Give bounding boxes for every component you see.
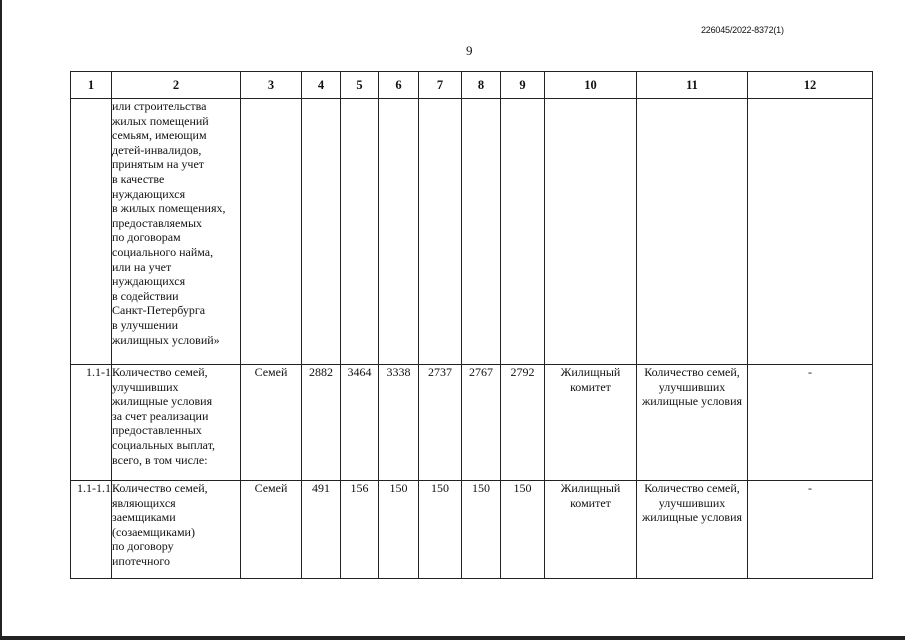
column-header: 4 <box>302 72 341 99</box>
column-header: 2 <box>112 72 241 99</box>
table-cell <box>302 99 341 365</box>
table-cell <box>501 99 545 365</box>
column-header: 11 <box>637 72 748 99</box>
row-unit: Семей <box>241 365 302 481</box>
value-cell: 150 <box>379 481 419 579</box>
table-row <box>71 481 873 579</box>
column-header: 8 <box>462 72 501 99</box>
row-name: Количество семей, улучшивших жилищные условия за счет реализации предоставленных социальных выплат, всего, в том числе: <box>112 365 241 481</box>
table-header-row <box>71 72 873 99</box>
row-id: 1.1-1 <box>71 365 112 481</box>
table-cell <box>637 99 748 365</box>
value-cell: 150 <box>462 481 501 579</box>
row-indicator: Количество семей, улучшивших жилищные условия <box>637 481 748 579</box>
document-id: 226045/2022-8372(1) <box>701 25 784 35</box>
row-note: - <box>748 481 873 579</box>
value-cell: 2737 <box>419 365 462 481</box>
column-header: 5 <box>341 72 379 99</box>
table-cell <box>545 99 637 365</box>
value-cell: 2792 <box>501 365 545 481</box>
row-executor: Жилищный комитет <box>545 481 637 579</box>
program-table <box>70 71 873 579</box>
table-cell <box>341 99 379 365</box>
page-number: 9 <box>466 43 473 58</box>
table-cell <box>379 99 419 365</box>
table-row-continuation <box>71 99 873 365</box>
row-name: Количество семей, являющихся заемщиками (созаемщиками) по договору ипотечного <box>112 481 241 579</box>
row-indicator: Количество семей, улучшивших жилищные условия <box>637 365 748 481</box>
value-cell: 3464 <box>341 365 379 481</box>
row-note: - <box>748 365 873 481</box>
value-cell: 2882 <box>302 365 341 481</box>
column-header: 7 <box>419 72 462 99</box>
column-header: 6 <box>379 72 419 99</box>
table-cell <box>462 99 501 365</box>
scan-bottom-edge <box>0 636 905 640</box>
value-cell: 491 <box>302 481 341 579</box>
value-cell: 150 <box>501 481 545 579</box>
column-header: 1 <box>71 72 112 99</box>
value-cell: 150 <box>419 481 462 579</box>
table-cell <box>71 99 112 365</box>
column-header: 3 <box>241 72 302 99</box>
table-cell <box>419 99 462 365</box>
column-header: 9 <box>501 72 545 99</box>
column-header: 10 <box>545 72 637 99</box>
table-cell <box>241 99 302 365</box>
row-unit: Семей <box>241 481 302 579</box>
value-cell: 3338 <box>379 365 419 481</box>
row-id: 1.1-1.1 <box>71 481 112 579</box>
row-executor: Жилищный комитет <box>545 365 637 481</box>
value-cell: 2767 <box>462 365 501 481</box>
continuation-text: или строительства жилых помещений семьям, имеющим детей-инвалидов, принятым на учет в качестве нуждающихся в жилых помещениях, предоставляемых по договорам социального найма, или на учет нуждающихся в содействии Санкт-Петербурга в улучшении жилищных условий» <box>112 99 241 365</box>
scan-left-edge <box>0 0 2 640</box>
value-cell: 156 <box>341 481 379 579</box>
column-header: 12 <box>748 72 873 99</box>
table-row <box>71 365 873 481</box>
table-cell <box>748 99 873 365</box>
